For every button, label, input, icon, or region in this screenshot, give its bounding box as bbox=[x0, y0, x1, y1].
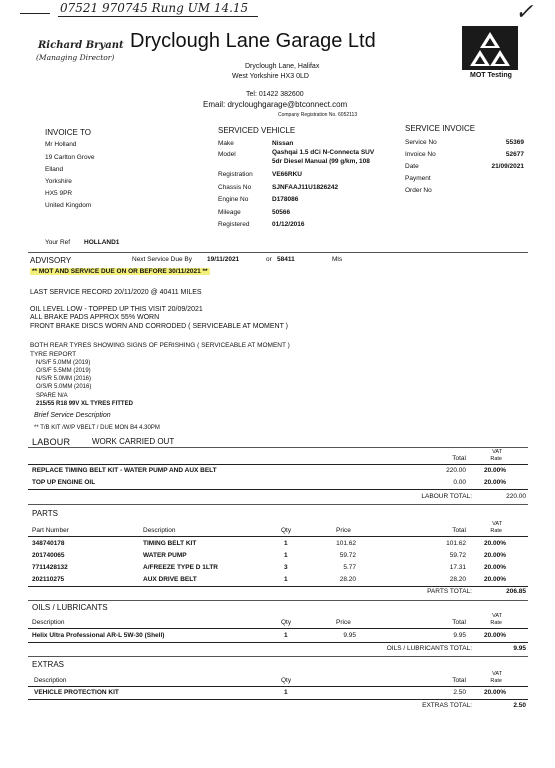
parts-row-desc: TIMING BELT KIT bbox=[143, 540, 197, 547]
parts-col-desc: Description bbox=[143, 527, 176, 534]
brief-description: ** T/B KIT /W/P VBELT / DUE MON B4 4.30PM bbox=[34, 425, 160, 431]
company-address2: West Yorkshire HX3 0LD bbox=[232, 73, 309, 80]
parts-row-qty: 1 bbox=[284, 552, 288, 559]
vehicle-registered-label: Registered bbox=[218, 221, 250, 228]
labour-row-total: 220.00 bbox=[446, 467, 466, 474]
invoice-to-line: 19 Carlton Grove bbox=[45, 154, 95, 161]
parts-row-desc: AUX DRIVE BELT bbox=[143, 576, 197, 583]
vehicle-registered: 01/12/2016 bbox=[272, 221, 305, 228]
company-tel: Tel: 01422 382600 bbox=[246, 91, 304, 98]
company-address1: Dryclough Lane, Halifax bbox=[245, 63, 320, 70]
invoice-to-line: United Kingdom bbox=[45, 202, 92, 209]
parts-row-vat: 20.00% bbox=[483, 552, 506, 559]
parts-row-total: 28.20 bbox=[449, 576, 466, 583]
advisory-note: ALL BRAKE PADS APPROX 55% WORN bbox=[30, 314, 160, 321]
vehicle-mileage: 50566 bbox=[272, 209, 291, 216]
vehicle-registration-label: Registration bbox=[218, 171, 253, 178]
oils-col-vat: VAT Rate bbox=[490, 613, 502, 626]
extras-total-value: 2.50 bbox=[513, 702, 526, 709]
owner-name: Richard Bryant bbox=[38, 40, 124, 51]
parts-col-total: Total bbox=[452, 527, 466, 534]
handwritten-dash bbox=[20, 13, 50, 14]
oils-col-qty: Qty bbox=[281, 619, 292, 626]
parts-row-vat: 20.00% bbox=[483, 540, 506, 547]
oils-row-total: 9.95 bbox=[453, 632, 466, 639]
parts-col-vat: VAT Rate bbox=[490, 521, 502, 534]
parts-row-total: 59.72 bbox=[449, 552, 466, 559]
parts-total-value: 206.85 bbox=[506, 588, 526, 595]
extras-row-total: 2.50 bbox=[453, 689, 466, 696]
tyre-report-line: 215/55 R18 99V XL TYRES FITTED bbox=[36, 401, 133, 407]
your-ref-value: HOLLAND1 bbox=[84, 239, 120, 246]
oils-header-rule bbox=[28, 628, 528, 629]
oils-col-price: Price bbox=[336, 619, 351, 626]
labour-subheading: WORK CARRIED OUT bbox=[92, 437, 175, 446]
service-no: 55369 bbox=[505, 139, 524, 146]
invoice-to-line: HX5 9PR bbox=[45, 190, 73, 197]
last-service-record: LAST SERVICE RECORD 20/11/2020 @ 40411 MILES bbox=[30, 289, 202, 296]
advisory-note: FRONT BRAKE DISCS WORN AND CORRODED ( SERVICEABLE AT MOMENT ) bbox=[30, 323, 289, 330]
owner-role: (Managing Director) bbox=[36, 53, 115, 62]
parts-row-part: 348740178 bbox=[32, 540, 65, 547]
vehicle-engine-label: Engine No bbox=[218, 196, 249, 203]
vehicle-engine: D178086 bbox=[272, 196, 299, 203]
handwritten-underline bbox=[58, 16, 258, 17]
mot-due-notice: ** MOT AND SERVICE DUE ON OR BEFORE 30/11/2021 ** bbox=[32, 268, 208, 275]
divider bbox=[28, 252, 528, 253]
handwritten-note: 07521 970745 Rung UM 14.15 bbox=[60, 1, 249, 15]
parts-heading: PARTS bbox=[32, 509, 58, 518]
miles-label: Mls bbox=[332, 256, 343, 263]
next-due-miles: 58411 bbox=[277, 256, 295, 263]
parts-row-price: 5.77 bbox=[343, 564, 356, 571]
invoice-no-label: Invoice No bbox=[405, 151, 436, 158]
parts-total-label: PARTS TOTAL: bbox=[427, 588, 472, 595]
extras-col-desc: Description bbox=[34, 677, 67, 684]
oils-row-price: 9.95 bbox=[343, 632, 356, 639]
parts-row-desc: A/FREEZE TYPE D 1LTR bbox=[143, 564, 218, 571]
extras-col-qty: Qty bbox=[281, 677, 292, 684]
labour-row-vat: 20.00% bbox=[483, 467, 506, 474]
payment-label: Payment bbox=[405, 175, 431, 182]
handwritten-tick: ✓ bbox=[515, 0, 534, 25]
parts-row-part: 201740065 bbox=[32, 552, 65, 559]
parts-row-part: 7711428132 bbox=[32, 564, 68, 571]
advisory-note: OIL LEVEL LOW - TOPPED UP THIS VISIT 20/09/2021 bbox=[30, 306, 203, 313]
invoice-no: 52677 bbox=[505, 151, 524, 158]
invoice-to-heading: INVOICE TO bbox=[45, 128, 91, 137]
parts-row-total: 17.31 bbox=[449, 564, 466, 571]
oils-row-desc: Helix Ultra Professional AR-L 5W-30 (Shell) bbox=[32, 632, 165, 639]
extras-col-vat: VAT Rate bbox=[490, 671, 502, 684]
oils-col-desc: Description bbox=[32, 619, 65, 626]
invoice-date: 21/09/2021 bbox=[491, 163, 524, 170]
labour-row-desc: REPLACE TIMING BELT KIT - WATER PUMP AND AUX BELT bbox=[32, 467, 217, 474]
parts-footer-rule bbox=[28, 586, 528, 587]
parts-row-desc: WATER PUMP bbox=[143, 552, 187, 559]
labour-footer-rule bbox=[28, 489, 528, 490]
extras-row-desc: VEHICLE PROTECTION KIT bbox=[34, 689, 119, 696]
invoice-to-line: Yorkshire bbox=[45, 178, 72, 185]
date-label: Date bbox=[405, 163, 419, 170]
labour-heading: LABOUR bbox=[32, 437, 71, 447]
extras-header-rule bbox=[28, 686, 528, 687]
advisory-heading: ADVISORY bbox=[30, 256, 72, 265]
company-name: Dryclough Lane Garage Ltd bbox=[130, 30, 376, 52]
extras-row-vat: 20.00% bbox=[483, 689, 506, 696]
vehicle-chassis: SJNFAAJ11U1826242 bbox=[272, 184, 339, 191]
vehicle-model-line: 5dr Diesel Manual (99 g/km, 108 bbox=[272, 158, 370, 165]
parts-row-vat: 20.00% bbox=[483, 576, 506, 583]
parts-row-qty: 3 bbox=[284, 564, 288, 571]
tyre-report-line: O/S/R 5.0MM (2016) bbox=[36, 384, 92, 390]
tyre-report-line: O/S/F 5.5MM (2019) bbox=[36, 368, 91, 374]
advisory-note: BOTH REAR TYRES SHOWING SIGNS OF PERISHING ( SERVICEABLE AT MOMENT ) bbox=[30, 342, 290, 349]
oils-total-value: 9.95 bbox=[513, 645, 526, 652]
divider bbox=[28, 504, 528, 505]
your-ref-label: Your Ref bbox=[45, 239, 71, 246]
next-due-date: 19/11/2021 bbox=[207, 256, 240, 263]
tyre-report-line: N/S/F 5.0MM (2019) bbox=[36, 360, 91, 366]
divider bbox=[28, 600, 528, 601]
oils-col-total: Total bbox=[452, 619, 466, 626]
vehicle-chassis-label: Chassis No bbox=[218, 184, 252, 191]
labour-vat-col: VAT Rate bbox=[490, 449, 502, 462]
parts-row-vat: 20.00% bbox=[483, 564, 506, 571]
parts-row-qty: 1 bbox=[284, 576, 288, 583]
extras-heading: EXTRAS bbox=[32, 660, 65, 669]
extras-col-total: Total bbox=[452, 677, 466, 684]
next-due-label: Next Service Due By bbox=[132, 256, 192, 263]
vehicle-make: Nissan bbox=[272, 140, 294, 147]
vehicle-make-label: Make bbox=[218, 140, 234, 147]
tyre-report-heading: TYRE REPORT bbox=[30, 351, 77, 358]
vehicle-model-label: Model bbox=[218, 151, 236, 158]
extras-footer-rule bbox=[28, 699, 528, 700]
labour-header-rule bbox=[28, 464, 528, 465]
service-no-label: Service No bbox=[405, 139, 437, 146]
next-due-or: or bbox=[266, 256, 272, 263]
parts-col-price: Price bbox=[336, 527, 351, 534]
labour-total-col: Total bbox=[452, 455, 466, 462]
tyre-report-line: N/S/R 5.0MM (2016) bbox=[36, 376, 92, 382]
oils-footer-rule bbox=[28, 642, 528, 643]
parts-header-rule bbox=[28, 536, 528, 537]
oils-heading: OILS / LUBRICANTS bbox=[32, 603, 108, 612]
invoice-to-line: Mr Holland bbox=[45, 141, 77, 148]
mot-triangles-icon bbox=[462, 26, 518, 70]
divider bbox=[28, 447, 528, 448]
parts-row-qty: 1 bbox=[284, 540, 288, 547]
labour-total-label: LABOUR TOTAL: bbox=[421, 493, 472, 500]
oils-row-qty: 1 bbox=[284, 632, 288, 639]
parts-row-price: 59.72 bbox=[339, 552, 356, 559]
parts-row-total: 101.62 bbox=[446, 540, 466, 547]
vehicle-registration: VE66RKU bbox=[272, 171, 302, 178]
parts-col-part: Part Number bbox=[32, 527, 69, 534]
vehicle-model-line: Qashqai 1.5 dCi N-Connecta SUV bbox=[272, 149, 375, 156]
order-no-label: Order No bbox=[405, 187, 432, 194]
mot-label: MOT Testing bbox=[470, 72, 512, 79]
mot-logo bbox=[462, 26, 518, 70]
service-invoice-heading: SERVICE INVOICE bbox=[405, 124, 476, 133]
invoice-to-line: Elland bbox=[45, 166, 64, 173]
vehicle-mileage-label: Mileage bbox=[218, 209, 241, 216]
extras-total-label: EXTRAS TOTAL: bbox=[422, 702, 472, 709]
brief-description-label: Brief Service Description bbox=[34, 412, 111, 419]
oils-total-label: OILS / LUBRICANTS TOTAL: bbox=[386, 645, 472, 652]
company-email: Email: drycloughgarage@btconnect.com bbox=[203, 100, 348, 109]
labour-row-vat: 20.00% bbox=[483, 479, 506, 486]
parts-row-price: 101.62 bbox=[336, 540, 356, 547]
divider bbox=[28, 656, 528, 657]
tyre-report-line: SPARE N/A bbox=[36, 393, 68, 399]
oils-row-vat: 20.00% bbox=[483, 632, 506, 639]
vehicle-heading: SERVICED VEHICLE bbox=[218, 126, 296, 135]
labour-row-desc: TOP UP ENGINE OIL bbox=[32, 479, 96, 486]
parts-row-part: 202110275 bbox=[32, 576, 65, 583]
parts-col-qty: Qty bbox=[281, 527, 292, 534]
parts-row-price: 28.20 bbox=[339, 576, 356, 583]
labour-row-total: 0.00 bbox=[453, 479, 466, 486]
company-reg: Company Registration No. 6052113 bbox=[278, 112, 358, 118]
extras-row-qty: 1 bbox=[284, 689, 288, 696]
labour-total-value: 220.00 bbox=[506, 493, 526, 500]
